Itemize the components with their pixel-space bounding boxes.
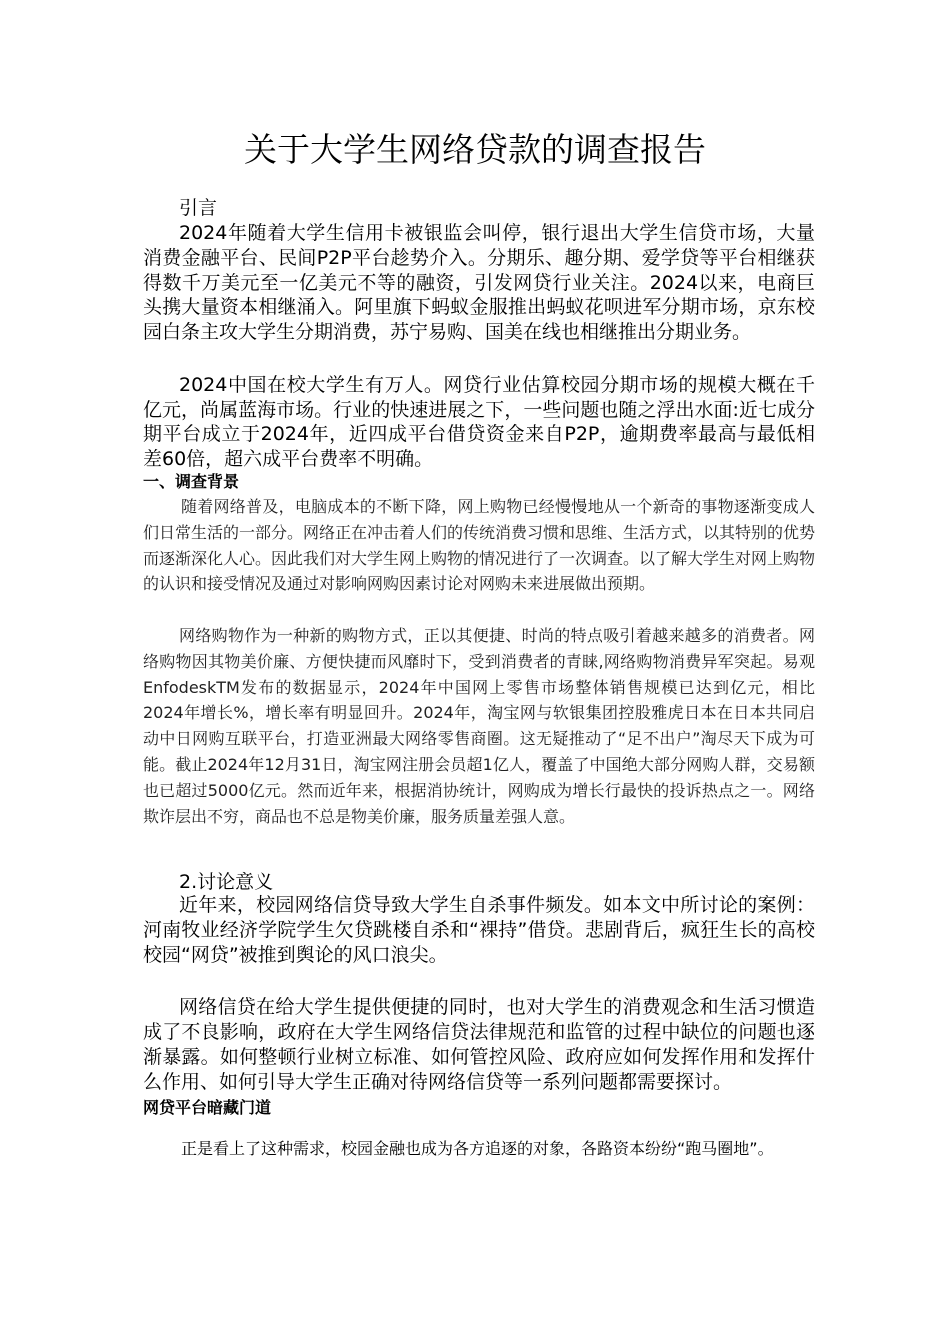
intro-paragraph-1: 2024年随着大学生信用卡被银监会叫停，银行退出大学生信贷市场，大量消费金融平台、民间P2P平台趁势介入。分期乐、趣分期、爱学贷等平台相继获得数千万美元至一亿美元不等的融资，引发网贷行业关注。2024以来，电商巨头携大量资本相继涌入。阿里旗下蚂蚁金服推出蚂蚁花呗进军分期市场，京东校园白条主攻大学生分期消费，苏宁易购、国美在线也相继推出分期业务。 xyxy=(143,222,815,344)
intro-label: 引言 xyxy=(179,197,218,219)
significance-paragraph-1: 近年来，校园网络信贷导致大学生自杀事件频发。如本文中所讨论的案例：河南牧业经济学院学生欠贷跳楼自杀和“裸持”借贷。悲剧背后，疯狂生长的高校校园“网贷”被推到舆论的风口浪尖。 xyxy=(143,894,815,966)
section-heading-platform: 网贷平台暗藏门道 xyxy=(143,1098,272,1117)
significance-paragraph-2: 网络信贷在给大学生提供便捷的同时，也对大学生的消费观念和生活习惯造成了不良影响，政府在大学生网络信贷法律规范和监管的过程中缺位的问题也逐渐暴露。如何整顿行业树立标准、如何管控风险、政府应如何发挥作用和发挥什么作用、如何引导大学生正确对待网络信贷等一系列问题都需要探讨。 xyxy=(143,996,815,1093)
section-heading-significance: 2.讨论意义 xyxy=(179,871,274,893)
section-heading-background: 一、调查背景 xyxy=(143,472,240,491)
intro-paragraph-2: 2024中国在校大学生有万人。网贷行业估算校园分期市场的规模大概在千亿元，尚属蓝海市场。行业的快速进展之下，一些问题也随之浮出水面:近七成分期平台成立于2024年，近四成平台借贷资金来自P2P，逾期费率最高与最低相差60倍，超六成平台费率不明确。 xyxy=(143,374,815,470)
background-paragraph-2: 网络购物作为一种新的购物方式，正以其便捷、时尚的特点吸引着越来越多的消费者。网络购物因其物美价廉、方便快捷而风靡时下，受到消费者的青睐,网络购物消费异军突起。易观EnfodeskTM发布的数据显示，2024年中国网上零售市场整体销售规模已达到亿元，相比2024年增长%，增长率有明显回升。2024年，淘宝网与软银集团控股雅虎日本在日本共同启动中日网购互联平台，打造亚洲最大网络零售商圈。这无疑推动了“足不出户”淘尽天下成为可能。截止2024年12月31日，淘宝网注册会员超1亿人，覆盖了中国绝大部分网购人群，交易额也已超过5000亿元。然而近年来，根据消协统计，网购成为增长行最快的投诉热点之一。网络欺诈层出不穷，商品也不总是物美价廉，服务质量差强人意。 xyxy=(143,626,815,826)
background-paragraph-1: 随着网络普及，电脑成本的不断下降，网上购物已经慢慢地从一个新奇的事物逐渐变成人们日常生活的一部分。网络正在冲击着人们的传统消费习惯和思维、生活方式，以其特别的优势而逐渐深化人心。因此我们对大学生网上购物的情况进行了一次调查。以了解大学生对网上购物的认识和接受情况及通过对影响网购因素讨论对网购未来进展做出预期。 xyxy=(143,497,816,594)
document-title: 关于大学生网络贷款的调查报告 xyxy=(244,130,706,169)
platform-paragraph-1: 正是看上了这种需求，校园金融也成为各方追逐的对象，各路资本纷纷“跑马圈地”。 xyxy=(181,1139,774,1158)
